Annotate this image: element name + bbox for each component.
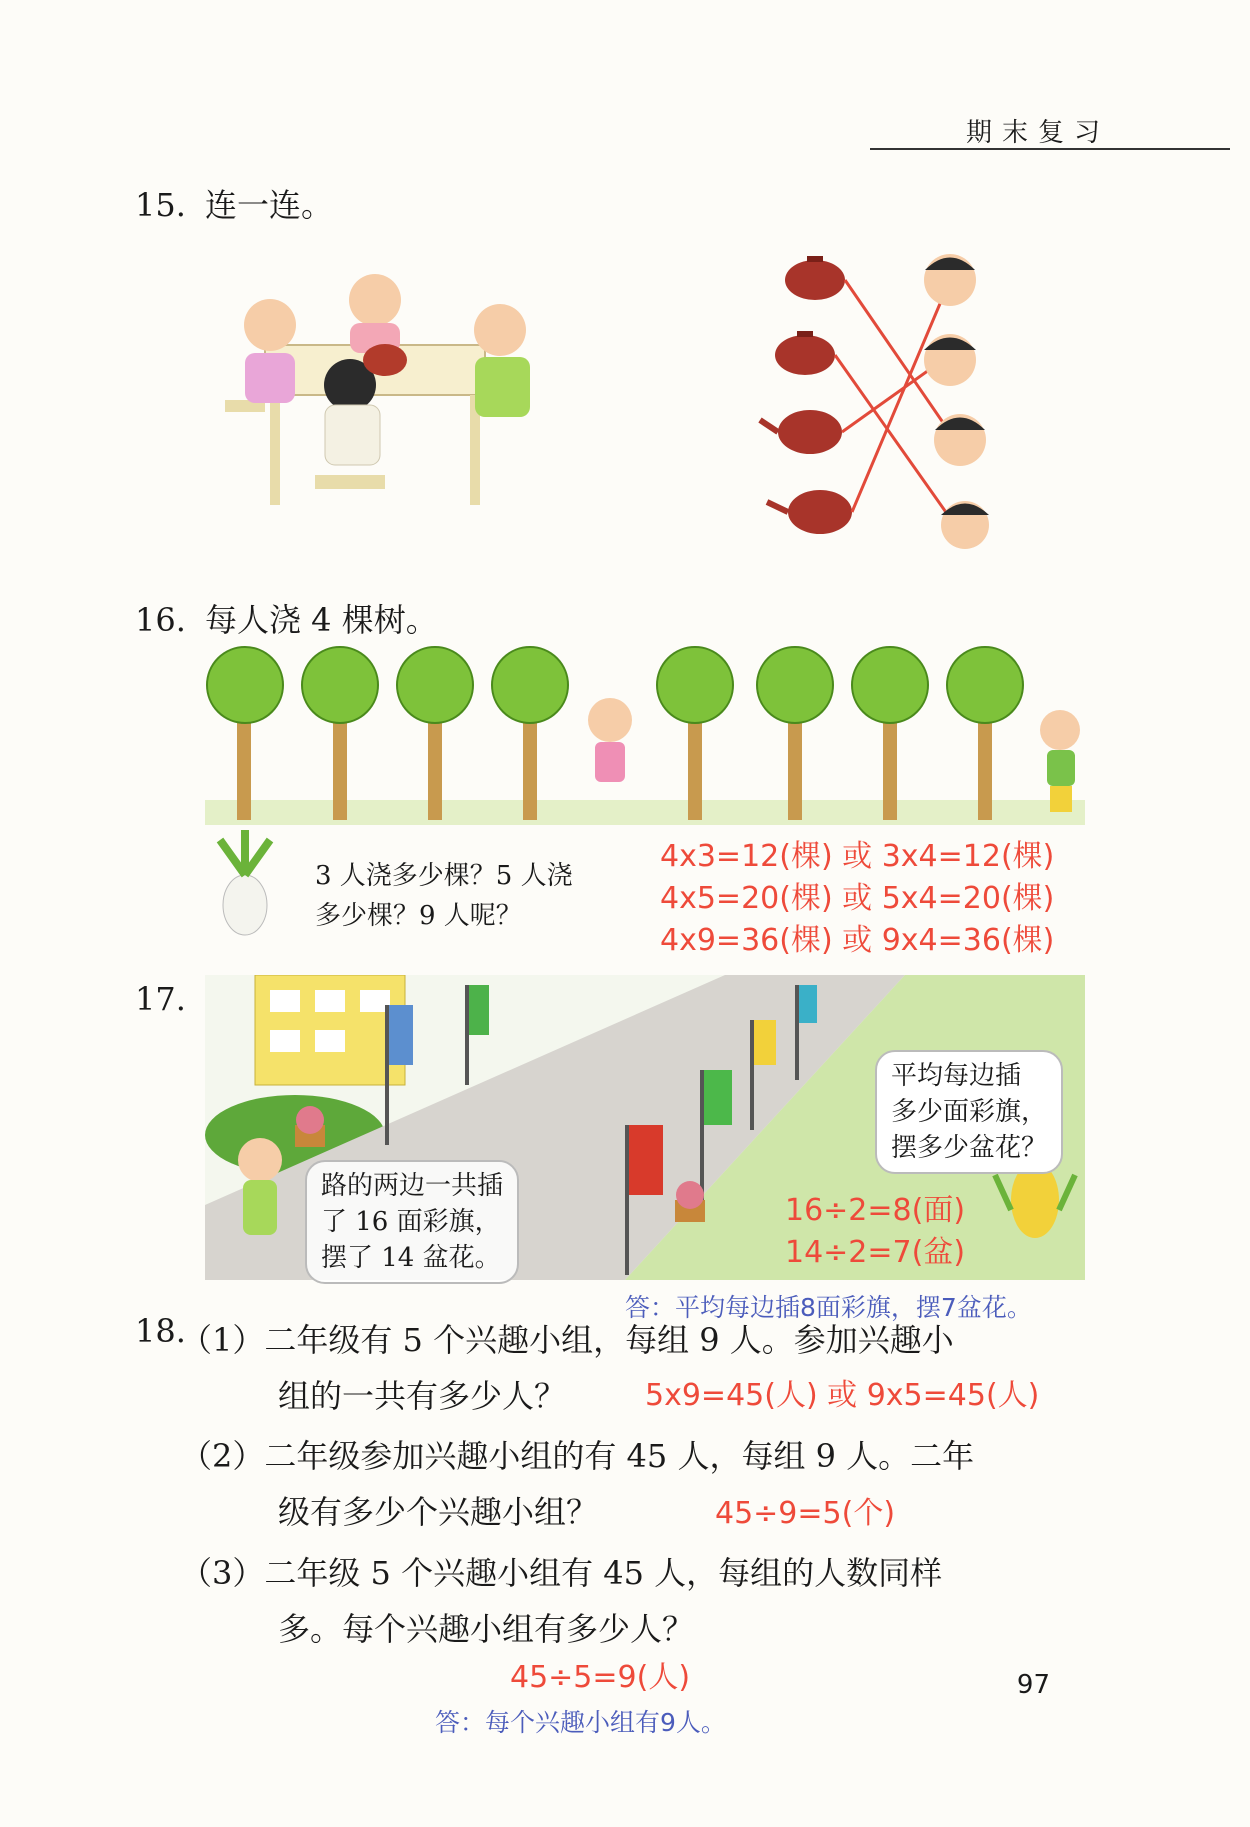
- answer-line: 16÷2=8(面): [785, 1193, 966, 1228]
- flag-icon: [629, 1125, 663, 1195]
- question-15: [135, 180, 333, 226]
- tree-icon: [757, 647, 833, 820]
- question-16-answers: [660, 836, 1054, 962]
- part-answer: 5x9=45(人) 或 9x5=45(人): [645, 1378, 1040, 1413]
- answer-line: 4x3=12(棵) 或 3x4=12(棵): [660, 839, 1055, 874]
- girl-face-icon: [934, 414, 986, 466]
- question-number: 18.: [135, 1312, 186, 1350]
- question-number: 15.: [135, 186, 186, 224]
- part-line: 组的一共有多少人？: [278, 1377, 567, 1415]
- radish-character-icon: [200, 830, 290, 940]
- page-number: 97: [1016, 1670, 1050, 1700]
- question-number: 16.: [135, 601, 186, 639]
- teapot-icon: [760, 410, 842, 454]
- bubble-line: 摆了 14 盆花。: [321, 1243, 501, 1273]
- answer-line: 4x9=36(棵) 或 9x4=36(棵): [660, 923, 1055, 958]
- part-line: 多。每个兴趣小组有多少人？: [278, 1610, 695, 1648]
- bubble-line: 多少面彩旗，: [891, 1097, 1048, 1127]
- tree-icon: [657, 647, 733, 820]
- part-label: （3）: [180, 1554, 265, 1592]
- bubble-line: 摆多少盆花？: [891, 1133, 1048, 1163]
- tree-icon: [397, 647, 473, 820]
- part-line: 级有多少个兴趣小组？: [278, 1493, 599, 1531]
- part-answer: 45÷9=5(个): [715, 1496, 896, 1531]
- child-left: [244, 299, 296, 351]
- bubble-line: 平均每边插: [891, 1061, 1022, 1091]
- boy-face-icon: [941, 501, 989, 549]
- question-18: [135, 1312, 186, 1350]
- section-title: 期末复习: [965, 118, 1110, 148]
- flower-pot-icon: [675, 1181, 705, 1222]
- matching-figure: [755, 250, 995, 550]
- question-16-bubble: [315, 856, 573, 936]
- tree-icon: [852, 647, 928, 820]
- question-prompt: 连一连。: [204, 186, 333, 224]
- answer-line: 4x5=20(棵) 或 5x4=20(棵): [660, 881, 1055, 916]
- question-number: 17.: [135, 980, 186, 1018]
- man-face-icon: [924, 334, 976, 386]
- bubble-line: 多少棵？9 人呢？: [315, 901, 522, 931]
- teapot-on-table: [363, 344, 407, 376]
- bubble-line: 3 人浇多少棵？5 人浇: [315, 861, 573, 891]
- tree-icon: [947, 647, 1023, 820]
- flag-icon: [469, 985, 489, 1035]
- teapot-icon: [767, 490, 852, 534]
- trees-illustration: [205, 640, 1085, 825]
- boy-watering-icon: [1040, 710, 1080, 812]
- part-line: 二年级有 5 个兴趣小组，每组 9 人。参加兴趣小: [264, 1321, 954, 1359]
- question-17-left-bubble: [305, 1160, 519, 1284]
- boy-icon: [238, 1138, 282, 1235]
- table-scene-illustration: [225, 265, 555, 545]
- section-header: [870, 112, 1230, 150]
- question-18-part-3: [180, 1545, 1100, 1657]
- teapot-icon: [775, 331, 835, 375]
- flag-icon: [389, 1005, 413, 1065]
- child-back: [349, 274, 401, 326]
- part-answer: 45÷5=9(人): [510, 1660, 691, 1695]
- question-17: [135, 980, 186, 1018]
- question-17-answers: [785, 1190, 965, 1274]
- bubble-line: 路的两边一共插: [321, 1171, 504, 1201]
- girl-watering-icon: [588, 698, 632, 782]
- question-17-right-bubble: [875, 1050, 1063, 1174]
- tree-icon: [207, 647, 283, 820]
- question-18-conclusion: 答：每个兴趣小组有9人。: [435, 1708, 726, 1737]
- flag-icon: [754, 1020, 776, 1065]
- tree-icon: [492, 647, 568, 820]
- question-18-part-2: [180, 1428, 1100, 1540]
- question-16: [135, 595, 438, 641]
- part-label: （1）: [180, 1321, 265, 1359]
- flag-icon: [704, 1070, 732, 1125]
- girl-face-icon: [924, 254, 976, 306]
- question-17-conclusion: 答：平均每边插8面彩旗，摆7盆花。: [625, 1293, 1032, 1322]
- man-right: [474, 304, 526, 356]
- teapot-icon: [785, 256, 845, 300]
- part-line: 二年级 5 个兴趣小组有 45 人，每组的人数同样: [264, 1554, 943, 1592]
- flag-icon: [799, 985, 817, 1023]
- answer-line: 14÷2=7(盆): [785, 1235, 966, 1270]
- part-line: 二年级参加兴趣小组的有 45 人，每组 9 人。二年: [264, 1437, 975, 1475]
- flower-pot-icon: [295, 1106, 325, 1147]
- tree-icon: [302, 647, 378, 820]
- part-label: （2）: [180, 1437, 265, 1475]
- bubble-line: 了 16 面彩旗，: [321, 1207, 501, 1237]
- question-prompt: 每人浇 4 棵树。: [204, 601, 438, 639]
